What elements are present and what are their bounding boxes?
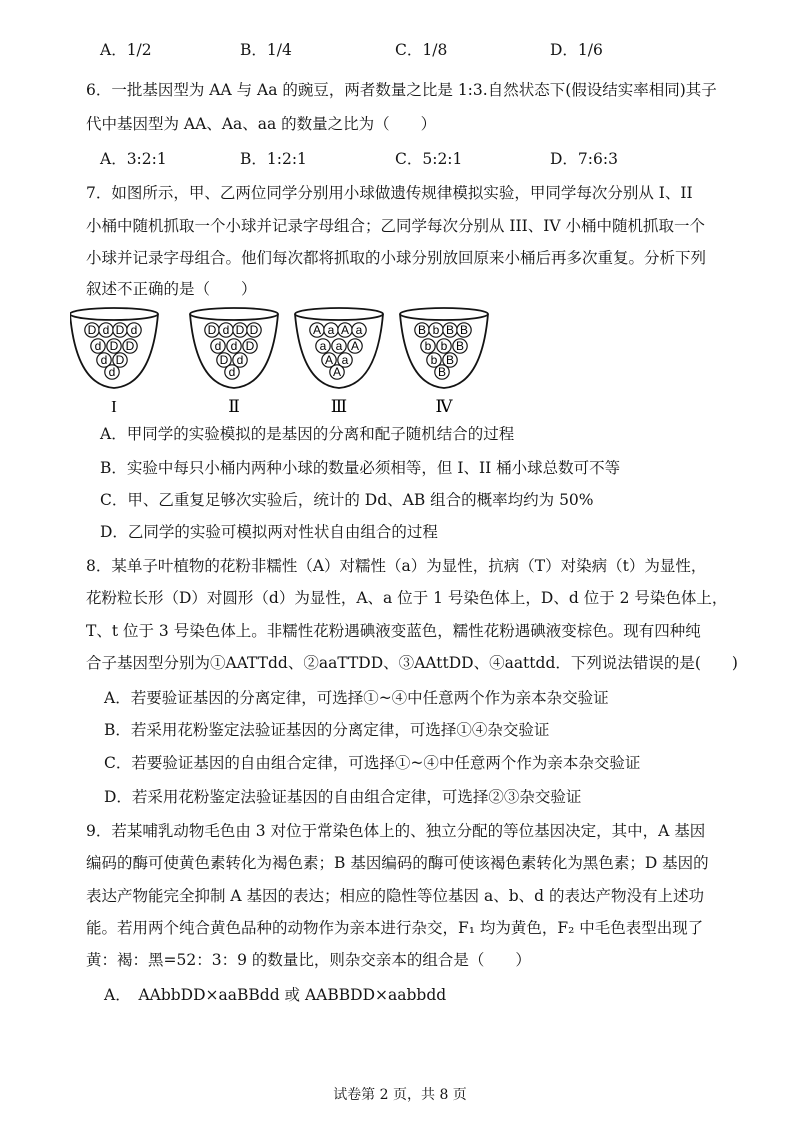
q7-stem-line: 小桶中随机抓取一个小球并记录字母组合；乙同学每次分别从 III、IV 小桶中随机抓取一个 bbox=[86, 217, 706, 235]
ball-label: d bbox=[236, 353, 244, 367]
q7-option-a: A．甲同学的实验模拟的是基因的分离和配子随机结合的过程 bbox=[100, 425, 515, 443]
ball-label: a bbox=[327, 323, 335, 337]
ball-label: a bbox=[341, 353, 349, 367]
ball-label: A bbox=[312, 323, 322, 337]
ball-label: A bbox=[340, 323, 350, 337]
ball-label: d bbox=[222, 323, 230, 337]
q8-option-d: D．若采用花粉鉴定法验证基因的自由组合定律，可选择②③杂交验证 bbox=[104, 788, 582, 806]
bucket-rim bbox=[190, 308, 278, 320]
q9-stem-line: 9．若某哺乳动物毛色由 3 对位于常染色体上的、独立分配的等位基因决定，其中，A 基因 bbox=[86, 822, 706, 840]
q6-stem-line: 代中基因型为 AA、Aa、aa 的数量之比为（ ） bbox=[86, 115, 437, 133]
bucket bbox=[70, 308, 158, 416]
q9-stem-line: 能。若用两个纯合黄色品种的动物作为亲本进行杂交，F₁ 均为黄色，F₂ 中毛色表型出现了 bbox=[86, 919, 704, 937]
q5-option-b: B．1/4 bbox=[240, 41, 292, 59]
q9-stem-line: 编码的酶可使黄色素转化为褐色素；B 基因编码的酶可使该褐色素转化为黑色素；D 基因的 bbox=[86, 854, 709, 872]
ball-label: a bbox=[335, 339, 343, 353]
q8-stem-line: T、t 位于 3 号染色体上。非糯性花粉遇碘液变蓝色，糯性花粉遇碘液变棕色。现有四种纯 bbox=[86, 622, 701, 640]
ball-label: B bbox=[459, 323, 469, 337]
bucket bbox=[190, 308, 278, 416]
ball-label: D bbox=[235, 323, 245, 337]
ball-label: b bbox=[432, 323, 440, 337]
q8-stem-line: 合子基因型分别为①AATTdd、②aaTTDD、③AAttDD、④aattdd．下列说法错误的是( ) bbox=[86, 654, 738, 672]
ball-label: D bbox=[207, 323, 217, 337]
bucket-rim bbox=[400, 308, 488, 320]
ball-label: D bbox=[249, 323, 259, 337]
ball-label: B bbox=[437, 365, 447, 379]
q8-stem-line: 花粉粒长形（D）对圆形（d）为显性，A、a 位于 1 号染色体上，D、d 位于 2 号染色体上， bbox=[86, 589, 728, 607]
q8-option-a: A．若要验证基因的分离定律，可选择①~④中任意两个作为亲本杂交验证 bbox=[104, 689, 609, 707]
bucket-rim bbox=[295, 308, 383, 320]
bucket-rim bbox=[70, 308, 158, 320]
ball-label: d bbox=[108, 365, 116, 379]
q7-stem-line: 小球并记录字母组合。他们每次都将抓取的小球分别放回原来小桶后再多次重复。分析下列 bbox=[86, 249, 707, 267]
ball-label: d bbox=[130, 323, 138, 337]
bucket-label: Ⅳ bbox=[435, 397, 453, 416]
q7-stem-line: 叙述不正确的是（ ） bbox=[86, 280, 257, 298]
q9-stem-line: 黄：褐：黑=52：3：9 的数量比，则杂交亲本的组合是（ ） bbox=[86, 951, 531, 969]
q5-option-c: C．1/8 bbox=[395, 41, 448, 59]
ball-label: D bbox=[219, 353, 229, 367]
ball-label: b bbox=[440, 339, 448, 353]
bucket bbox=[400, 308, 488, 416]
q8-option-b: B．若采用花粉鉴定法验证基因的分离定律，可选择①④杂交验证 bbox=[104, 721, 550, 739]
q7-stem-line: 7．如图所示，甲、乙两位同学分别用小球做遗传规律模拟实验，甲同学每次分别从 I、II bbox=[86, 184, 693, 202]
ball-label: D bbox=[115, 353, 125, 367]
q9-stem-line: 表达产物能完全抑制 A 基因的表达；相应的隐性等位基因 a、b、d 的表达产物没有上述功 bbox=[86, 887, 704, 905]
ball-label: d bbox=[100, 353, 108, 367]
ball-label: d bbox=[102, 323, 110, 337]
ball-label: b bbox=[430, 353, 438, 367]
ball-label: b bbox=[424, 339, 432, 353]
ball-label: B bbox=[445, 323, 455, 337]
q7-bucket-diagram bbox=[70, 300, 530, 420]
q6-stem-line: 6．一批基因型为 AA 与 Aa 的豌豆，两者数量之比是 1:3.自然状态下(假设结实率相同)其子 bbox=[86, 81, 717, 99]
ball-label: A bbox=[324, 353, 334, 367]
ball-label: A bbox=[350, 339, 360, 353]
ball-label: B bbox=[417, 323, 427, 337]
q7-option-b: B．实验中每只小桶内两种小球的数量必须相等，但 I、II 桶小球总数可不等 bbox=[100, 459, 621, 477]
page-footer: 试卷第 2 页，共 8 页 bbox=[333, 1087, 467, 1103]
ball-label: B bbox=[445, 353, 455, 367]
q8-stem-line: 8．某单子叶植物的花粉非糯性（A）对糯性（a）为显性，抗病（T）对染病（t）为显性， bbox=[86, 557, 707, 575]
bucket-label: I bbox=[111, 397, 117, 416]
q6-option-a: A．3:2:1 bbox=[100, 150, 167, 168]
ball-label: d bbox=[230, 339, 238, 353]
q8-option-c: C．若要验证基因的自由组合定律，可选择①~④中任意两个作为亲本杂交验证 bbox=[104, 754, 641, 772]
ball-label: B bbox=[455, 339, 465, 353]
ball-label: D bbox=[115, 323, 125, 337]
q6-option-d: D．7:6:3 bbox=[550, 150, 618, 168]
ball-label: a bbox=[355, 323, 363, 337]
ball-label: d bbox=[228, 365, 236, 379]
q7-option-c: C．甲、乙重复足够次实验后，统计的 Dd、AB 组合的概率均约为 50% bbox=[100, 491, 594, 509]
q7-option-d: D．乙同学的实验可模拟两对性状自由组合的过程 bbox=[100, 523, 438, 541]
bucket-label: Ⅲ bbox=[330, 397, 348, 416]
q6-option-b: B．1:2:1 bbox=[240, 150, 307, 168]
q5-option-d: D．1/6 bbox=[550, 41, 603, 59]
ball-label: D bbox=[125, 339, 135, 353]
ball-label: d bbox=[214, 339, 222, 353]
ball-label: D bbox=[109, 339, 119, 353]
q9-option-a: A． AAbbDD×aaBBdd 或 AABBDD×aabbdd bbox=[104, 986, 447, 1004]
q5-option-a: A．1/2 bbox=[100, 41, 152, 59]
ball-label: a bbox=[319, 339, 327, 353]
ball-label: D bbox=[245, 339, 255, 353]
ball-label: D bbox=[87, 323, 97, 337]
bucket-label: Ⅱ bbox=[228, 397, 240, 416]
ball-label: d bbox=[94, 339, 102, 353]
bucket bbox=[295, 308, 383, 416]
q6-option-c: C．5:2:1 bbox=[395, 150, 463, 168]
ball-label: A bbox=[332, 365, 342, 379]
